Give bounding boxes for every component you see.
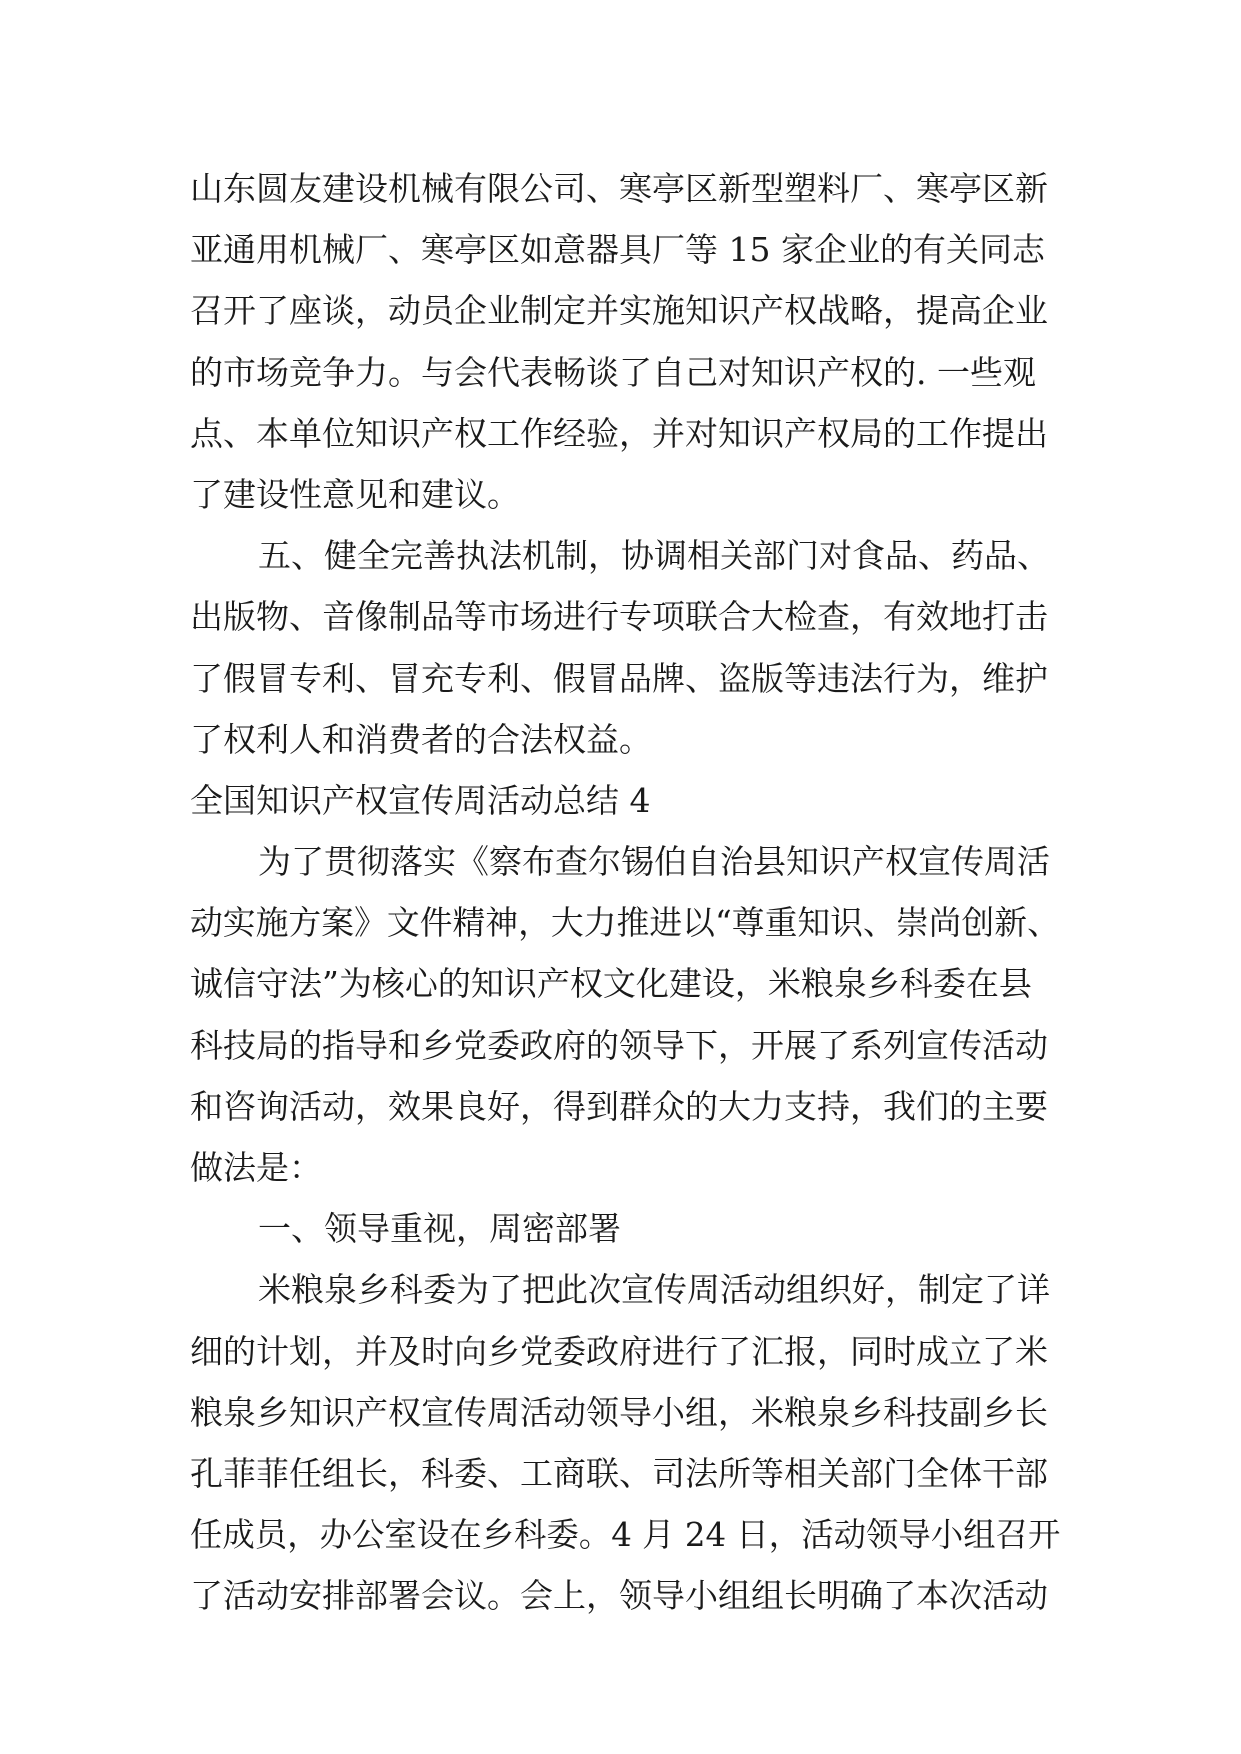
text-line: 出版物、音像制品等市场进行专项联合大检查，有效地打击 [190, 597, 1048, 637]
text-line: 全国知识产权宣传周活动总结 4 [190, 780, 651, 820]
text-line: 粮泉乡知识产权宣传周活动领导小组，米粮泉乡科技副乡长 [190, 1392, 1048, 1432]
text-line: 亚通用机械厂、寒亭区如意器具厂等 15 家企业的有关同志 [190, 230, 1045, 270]
text-line: 细的计划，并及时向乡党委政府进行了汇报，同时成立了米 [190, 1331, 1048, 1371]
text-line: 点、本单位知识产权工作经验，并对知识产权局的工作提出 [190, 413, 1048, 453]
text-line: 了活动安排部署会议。会上，领导小组组长明确了本次活动 [190, 1576, 1048, 1616]
text-line: 的市场竞争力。与会代表畅谈了自己对知识产权的. 一些观 [190, 352, 1036, 392]
text-line: 为了贯彻落实《察布查尔锡伯自治县知识产权宣传周活 [258, 842, 1050, 882]
text-line: 动实施方案》文件精神，大力推进以“尊重知识、崇尚创新、 [190, 903, 1060, 943]
text-line: 孔菲菲任组长，科委、工商联、司法所等相关部门全体干部 [190, 1453, 1048, 1493]
text-line: 了权利人和消费者的合法权益。 [190, 719, 652, 759]
text-line: 召开了座谈，动员企业制定并实施知识产权战略，提高企业 [190, 291, 1048, 331]
text-line: 山东圆友建设机械有限公司、寒亭区新型塑料厂、寒亭区新 [190, 169, 1048, 208]
text-line: 和咨询活动，效果良好，得到群众的大力支持，我们的主要 [190, 1086, 1048, 1126]
text-line: 了假冒专利、冒充专利、假冒品牌、盗版等违法行为，维护 [190, 658, 1048, 698]
text-line: 一、领导重视，周密部署 [258, 1209, 621, 1249]
text-line: 米粮泉乡科委为了把此次宣传周活动组织好，制定了详 [258, 1270, 1050, 1310]
text-line: 五、健全完善执法机制，协调相关部门对食品、药品、 [258, 536, 1050, 576]
text-line: 做法是： [190, 1148, 322, 1187]
document-body [190, 158, 1060, 1627]
text-line: 诚信守法”为核心的知识产权文化建设，米粮泉乡科委在县 [190, 964, 1032, 1004]
text-line: 科技局的指导和乡党委政府的领导下，开展了系列宣传活动 [190, 1025, 1048, 1065]
text-line: 了建设性意见和建议。 [190, 474, 520, 514]
text-line: 任成员，办公室设在乡科委。4 月 24 日，活动领导小组召开 [190, 1515, 1061, 1555]
